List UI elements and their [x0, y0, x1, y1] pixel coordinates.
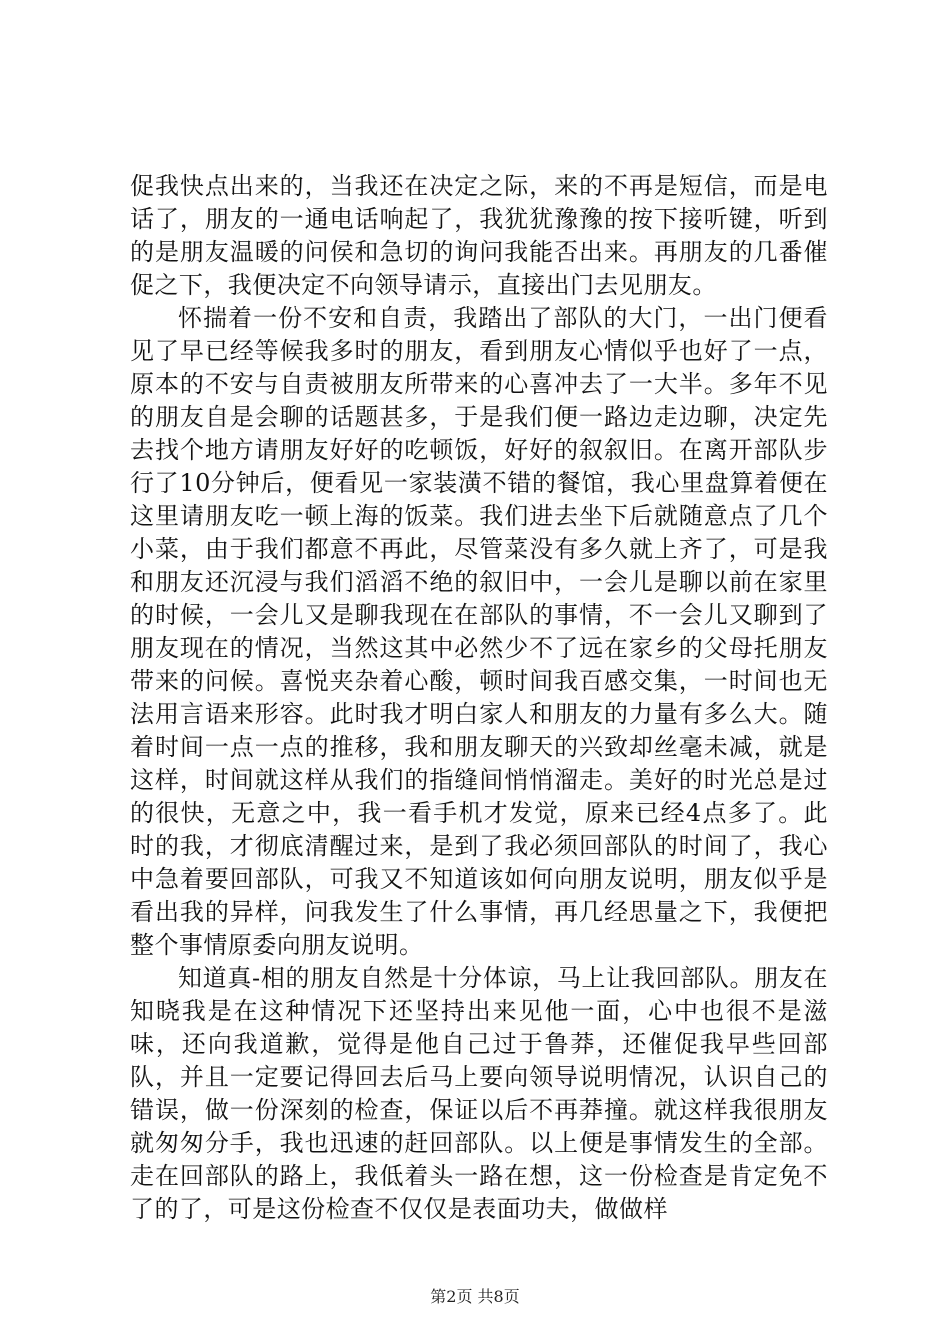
paragraph-3: 知道真-相的朋友自然是十分体谅，马上让我回部队。朋友在知晓我是在这种情况下还坚持出来见他一面，心中也很不是滋味，还向我道歉，觉得是他自己过于鲁莽，还催促我早些回部队，并且一定要记得回去后马上要向领导说明情况，认识自己的错误，做一份深刻的检查，保证以后不再莽撞。就这样我很朋友就匆匆分手，我也迅速的赶回部队。以上便是事情发生的全部。走在回部队的路上，我低着头一路在想，这一份检查是肯定免不了的了，可是这份检查不仅仅是表面功夫，做做样	[130, 964, 828, 1223]
document-body	[130, 170, 828, 1226]
paragraph-1: 促我快点出来的，当我还在决定之际，来的不再是短信，而是电话了，朋友的一通电话响起了，我犹犹豫豫的按下接听键，听到的是朋友温暖的问侯和急切的询问我能否出来。再朋友的几番催促之下，我便决定不向领导请示，直接出门去见朋友。	[130, 172, 828, 299]
paragraph-2: 怀揣着一份不安和自责，我踏出了部队的大门，一出门便看见了早已经等候我多时的朋友，看到朋友心情似乎也好了一点，原本的不安与自责被朋友所带来的心喜冲去了一大半。多年不见的朋友自是会聊的话题甚多，于是我们便一路边走边聊，决定先去找个地方请朋友好好的吃顿饭，好好的叙叙旧。在离开部队步行了10分钟后，便看见一家装潢不错的餐馆，我心里盘算着便在这里请朋友吃一顿上海的饭菜。我们进去坐下后就随意点了几个小菜，由于我们都意不再此，尽管菜没有多久就上齐了，可是我和朋友还沉浸与我们滔滔不绝的叙旧中，一会儿是聊以前在家里的时候，一会儿又是聊我现在在部队的事情，不一会儿又聊到了朋友现在的情况，当然这其中必然少不了远在家乡的父母托朋友带来的问候。喜悦夹杂着心酸，顿时间我百感交集，一时间也无法用言语来形容。此时我才明白家人和朋友的力量有多么大。随着时间一点一点的推移，我和朋友聊天的兴致却丝毫未减，就是这样，时间就这样从我们的指缝间悄悄溜走。美好的时光总是过的很快，无意之中，我一看手机才发觉，原来已经4点多了。此时的我，才彻底清醒过来，是到了我必须回部队的时间了，我心中急着要回部队，可我又不知道该如何向朋友说明，朋友似乎是看出我的异样，问我发生了什么事情，再几经思量之下，我便把整个事情原委向朋友说明。	[130, 304, 828, 959]
page-number-footer: 第2页 共8页	[430, 1287, 520, 1306]
